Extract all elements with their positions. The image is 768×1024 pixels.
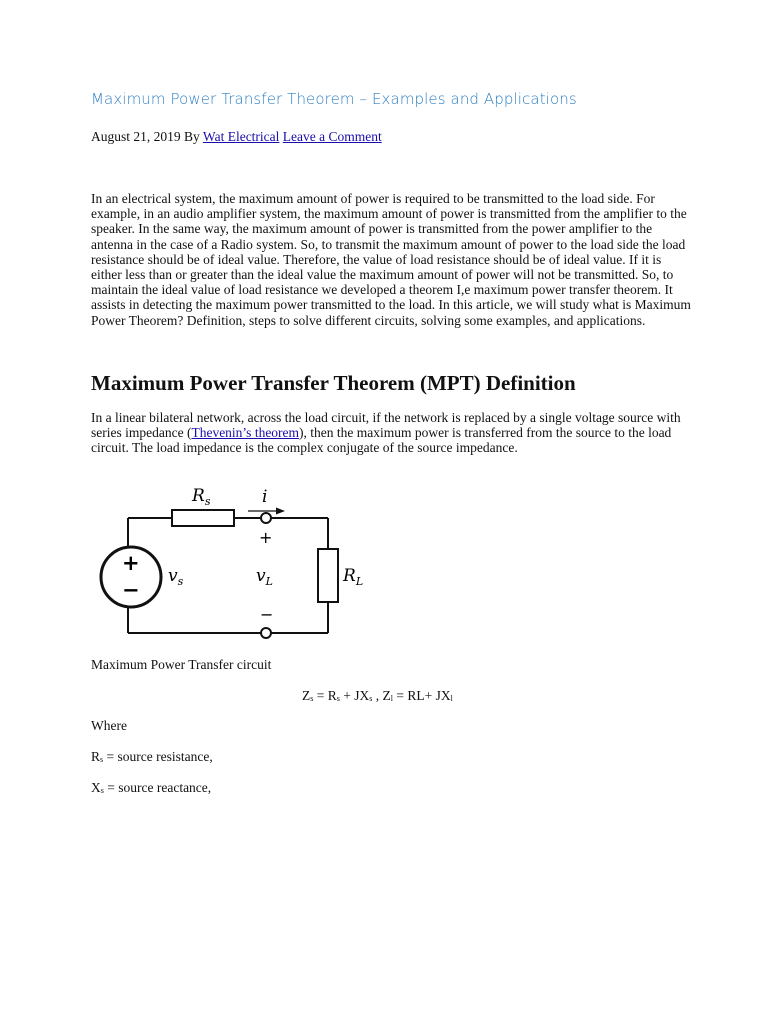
article-title: Maximum Power Transfer Theorem – Examples and Applications	[91, 90, 577, 108]
minus-label: −	[260, 605, 274, 624]
section-heading: Maximum Power Transfer Theorem (MPT) Definition	[91, 371, 576, 395]
current-label: i	[262, 487, 268, 507]
plus-label: +	[259, 528, 273, 547]
bottom-terminal	[261, 628, 271, 638]
definition-text-end: ), then the maximum power is transferred from the source to the load circuit. The load impedance is the complex conjugate of the source impedance.	[91, 425, 672, 456]
xs-definition: $X_s$ = source reactance,	[91, 780, 212, 795]
leave-comment-link[interactable]: Leave a Comment	[282, 129, 382, 144]
source-resistor-rs	[172, 510, 234, 526]
rs-definition: $R_s$ = source resistance,	[91, 749, 213, 764]
post-meta	[91, 129, 382, 145]
author-link[interactable]: Wat Electrical	[202, 129, 280, 144]
byline-label: By	[184, 129, 200, 144]
vl-label: $v_L$	[256, 566, 273, 588]
rl-label: $R_L$	[343, 566, 364, 588]
source-minus-sign: −	[122, 578, 140, 602]
top-terminal	[261, 513, 271, 523]
where-label: Where	[91, 718, 127, 733]
rs-label: $R_s$	[192, 486, 211, 508]
post-date: August 21, 2019	[91, 129, 181, 144]
load-resistor-rl	[318, 549, 338, 602]
source-plus-sign: +	[122, 551, 140, 575]
definition-text-start: In a linear bilateral network, across the load circuit, if the network is replaced by a single voltage source with series impedance (	[91, 410, 681, 441]
circuit-diagram	[92, 484, 382, 654]
intro-paragraph: In an electrical system, the maximum amount of power is required to be transmitted to the load side. For example, in an audio amplifier system, the maximum amount of power is transmitted from the amplifier to the speaker. In the same way, the maximum amount of power is transmitted from the power amplifier to the antenna in the case of a Radio system. So, to transmit the maximum amount of power to the load side the load resistance should be of ideal value. Therefore, the value of load resistance should be of ideal value. If it is either less than or greater than the ideal value the maximum amount of power will not be transmitted. So, to maintain the ideal value of load resistance we developed a theorem I,e maximum power transfer theorem. It assists in detecting the maximum power transmitted to the load. In this article, we will study what is Maximum Power Theorem? Definition, steps to solve different circuits, solving some examples, and applications.	[91, 191, 691, 328]
current-arrow-head	[276, 508, 285, 515]
impedance-formula: $Z_s = R_s + JX_s$ , $Z_l = RL+ JX_l$	[302, 688, 453, 703]
vs-label: $v_s$	[168, 566, 184, 588]
figure-caption: Maximum Power Transfer circuit	[91, 657, 272, 672]
definition-paragraph	[91, 410, 691, 456]
thevenin-theorem-link[interactable]: Thevenin’s theorem	[191, 425, 300, 441]
